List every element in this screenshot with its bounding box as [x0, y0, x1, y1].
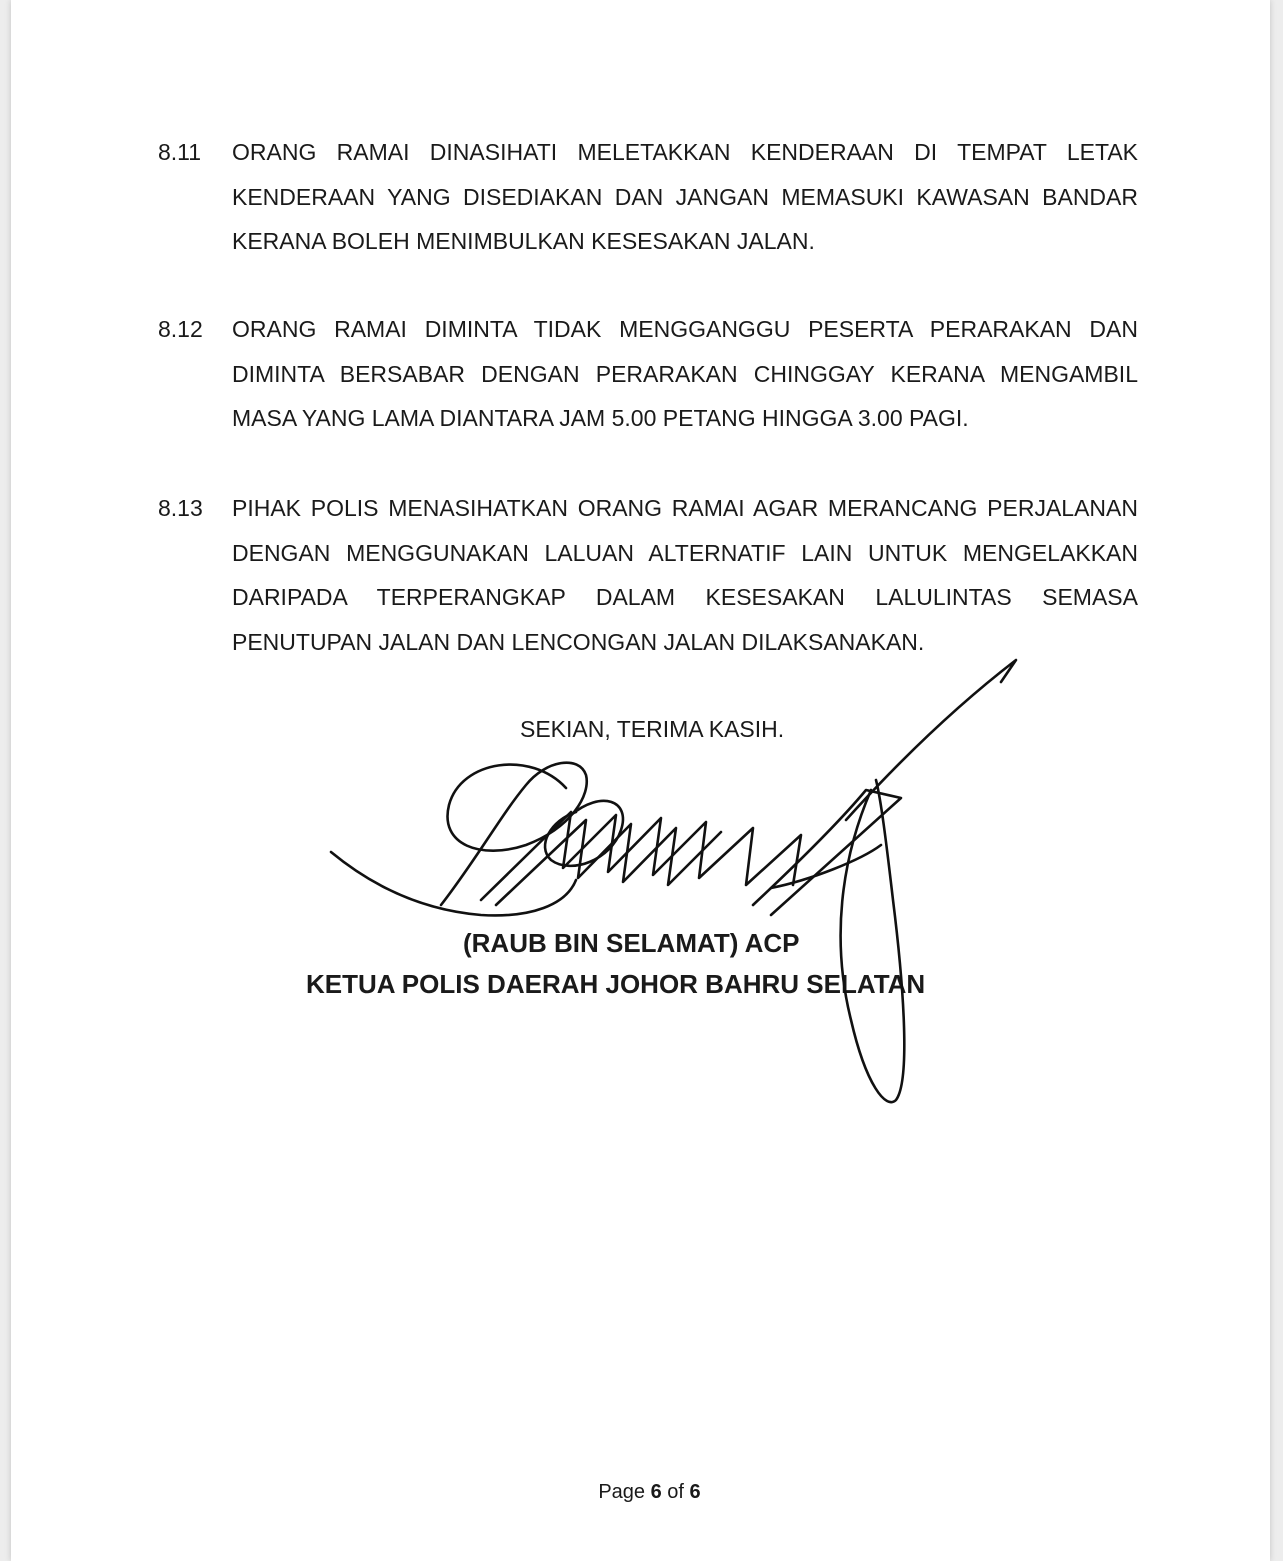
paragraph-number: 8.12: [158, 316, 203, 342]
paragraph-8-13: [158, 486, 1138, 664]
closing-remark: SEKIAN, TERIMA KASIH.: [520, 716, 785, 742]
signatory-title: KETUA POLIS DAERAH JOHOR BAHRU SELATAN: [306, 969, 926, 999]
current-page-number: 6: [650, 1481, 662, 1503]
paragraph-text: PIHAK POLIS MENASIHATKAN ORANG RAMAI AGAR MERANCANG PERJALANAN DENGAN MENGGUNAKAN LALUAN ALTERNATIF LAIN UNTUK MENGELAKKAN DARIPADA TERPERANGKAP DALAM KESESAKAN LALULINTAS SEMASA PENUTUPAN JALAN DAN LENCONGAN JALAN DILAKSANAKAN.: [232, 495, 1138, 655]
page-separator: of: [667, 1481, 684, 1503]
paragraph-number: 8.13: [158, 495, 203, 521]
page-label: Page: [598, 1481, 646, 1503]
document-page: [11, 0, 1270, 1561]
paragraph-text: ORANG RAMAI DIMINTA TIDAK MENGGANGGU PESERTA PERARAKAN DAN DIMINTA BERSABAR DENGAN PERARAKAN CHINGGAY KERANA MENGAMBIL MASA YANG LAMA DIANTARA JAM 5.00 PETANG HINGGA 3.00 PAGI.: [232, 316, 1138, 431]
paragraph-8-12: [158, 307, 1138, 441]
paragraph-number: 8.11: [158, 139, 202, 165]
page-footer: [11, 1481, 1270, 1504]
signatory-name: (RAUB BIN SELAMAT) ACP: [463, 928, 800, 958]
total-pages-number: 6: [689, 1481, 701, 1503]
paragraph-text: ORANG RAMAI DINASIHATI MELETAKKAN KENDERAAN DI TEMPAT LETAK KENDERAAN YANG DISEDIAKAN DAN JANGAN MEMASUKI KAWASAN BANDAR KERANA BOLEH MENIMBULKAN KESESAKAN JALAN.: [232, 139, 1138, 254]
paragraph-8-11: [158, 130, 1138, 264]
